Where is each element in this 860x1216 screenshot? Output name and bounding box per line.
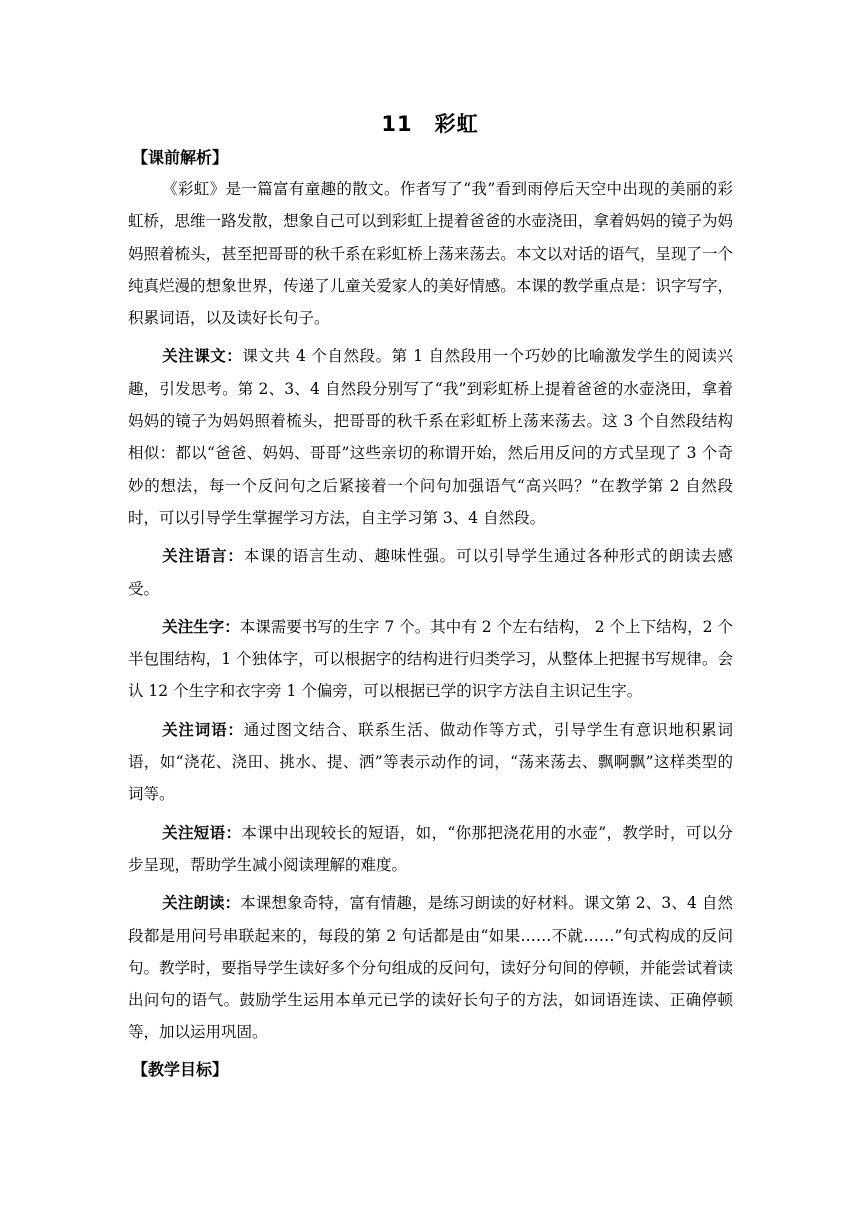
focus-text: 本课中出现较长的短语，如，“你那把浇花用的水壶”，教学时，可以分步呈现，帮助学生减小阅读理解的难度。 (128, 823, 733, 874)
intro-paragraph: 《彩虹》是一篇富有童趣的散文。作者写了“我”看到雨停后天空中出现的美丽的彩虹桥，思维一路发散，想象自己可以到彩虹上提着爸爸的水壶浇田，拿着妈妈的镜子为妈妈照着梳头，甚至把哥哥的秋千系在彩虹桥上荡来荡去。本文以对话的语气，呈现了一个纯真烂漫的想象世界，传递了儿童关爱家人的美好情感。本课的教学重点是：识字写字，积累词语，以及读好长句子。 (128, 180, 733, 328)
section-heading-preview: 【课前解析】 (132, 148, 229, 167)
focus-text: 本课需要书写的生字 7 个。其中有 2 个左右结构， 2 个上下结构，2 个半包围结构，1 个独体字，可以根据字的结构进行归类学习，从整体上把握书写规律。会认 12 个生字和衣字旁 1 个偏旁，可以根据已学的识字方法自主识记生字。 (128, 617, 733, 701)
focus-label: 关注短语： (162, 823, 242, 842)
focus-paragraph-characters (128, 611, 733, 708)
focus-paragraph-reading (128, 887, 733, 1048)
focus-paragraph-phrases (128, 817, 733, 882)
focus-text: 通过图文结合、联系生活、做动作等方式，引导学生有意识地积累词语，如“浇花、浇田、挑水、提、洒”等表示动作的词，“荡来荡去、飘啊飘”这样类型的词等。 (128, 720, 733, 804)
focus-text: 课文共 4 个自然段。第 1 自然段用一个巧妙的比喻激发学生的阅读兴趣，引发思考。第 2、3、4 自然段分别写了“我”到彩虹桥上提着爸爸的水壶浇田，拿着妈妈的镜子为妈妈照着梳头，把哥哥的秋千系在彩虹桥上荡来荡去。这 3 个自然段结构相似：都以“爸爸、妈妈、哥哥”这些亲切的称谓开始，然后用反问的方式呈现了 3 个奇妙的想法，每一个反问句之后紧接着一个问句加强语气“高兴吗？”在教学第 2 自然段时，可以引导学生掌握学习方法，自主学习第 3、4 自然段。 (128, 347, 733, 527)
focus-paragraph-words (128, 714, 733, 811)
focus-text: 本课的语言生动、趣味性强。可以引导学生通过各种形式的朗读去感受。 (128, 547, 733, 598)
focus-label: 关注朗读： (162, 894, 241, 913)
focus-label: 关注语言： (162, 547, 244, 566)
page-title: 11 彩虹 (381, 112, 479, 136)
focus-label: 关注生字： (162, 617, 240, 636)
focus-paragraph-language (128, 540, 733, 605)
focus-paragraph-text (128, 340, 733, 534)
focus-label: 关注词语： (162, 720, 244, 739)
section-heading-goals: 【教学目标】 (132, 1059, 229, 1079)
focus-text: 本课想象奇特，富有情趣，是练习朗读的好材料。课文第 2、3、4 自然段都是用问号串联起来的，每段的第 2 句话都是由“如果……不就……”句式构成的反问句。教学时，要指导学生读好多个分句组成的反问句，读好分句间的停顿，并能尝试着读出问句的语气。鼓励学生运用本单元已学的读好长句子的方法，如词语连读、正确停顿等，加以运用巩固。 (128, 894, 733, 1042)
document-body (128, 143, 733, 1085)
focus-label: 关注课文： (162, 347, 243, 366)
